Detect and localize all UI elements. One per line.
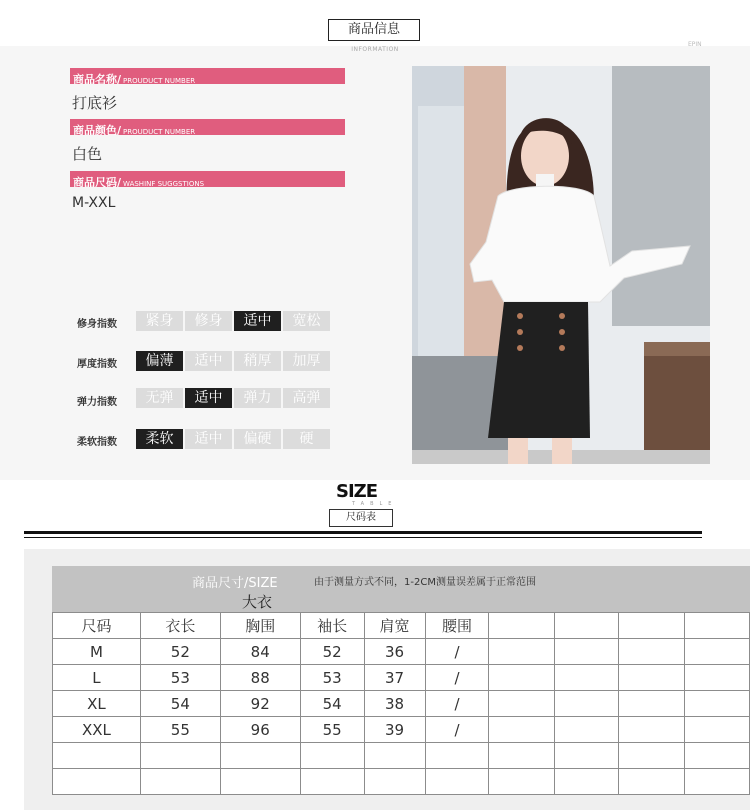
column-header: 尺码 <box>53 613 141 639</box>
fit-option: 修身 <box>185 311 232 331</box>
table-cell <box>685 717 750 743</box>
size-subheading: TABLE <box>352 501 398 507</box>
softness-option: 硬 <box>283 429 330 449</box>
table-cell <box>555 717 619 743</box>
table-cell <box>555 665 619 691</box>
table-cell: 54 <box>300 691 364 717</box>
garment-type: 大衣 <box>242 593 273 611</box>
softness-index-scale <box>136 429 330 449</box>
table-cell <box>619 613 685 639</box>
table-cell <box>685 743 750 769</box>
product-photo <box>412 66 710 464</box>
column-header: 胸围 <box>220 613 300 639</box>
elasticity-index-scale <box>136 388 330 408</box>
size-chart-label: 尺码表 <box>329 509 393 527</box>
elasticity-option: 高弹 <box>283 388 330 408</box>
table-cell <box>555 743 619 769</box>
name-label-zh: 商品名称/ <box>73 73 122 84</box>
divider-thin <box>24 537 702 538</box>
column-header: 肩宽 <box>364 613 425 639</box>
table-cell: 55 <box>140 717 220 743</box>
table-cell: / <box>425 639 489 665</box>
thickness-option: 适中 <box>185 351 232 371</box>
name-label-bar <box>70 68 345 84</box>
table-cell <box>489 613 555 639</box>
elasticity-option: 适中 <box>185 388 232 408</box>
product-color-value: 白色 <box>72 145 103 163</box>
table-cell <box>140 743 220 769</box>
table-cell <box>489 743 555 769</box>
table-cell: 53 <box>140 665 220 691</box>
column-header: 衣长 <box>140 613 220 639</box>
table-cell: 53 <box>300 665 364 691</box>
table-cell: 52 <box>140 639 220 665</box>
section-title: 商品信息 <box>328 19 420 41</box>
table-cell <box>220 743 300 769</box>
table-cell: 39 <box>364 717 425 743</box>
table-cell: L <box>53 665 141 691</box>
table-cell <box>555 639 619 665</box>
table-cell <box>619 639 685 665</box>
column-header: 腰围 <box>425 613 489 639</box>
table-header-row <box>53 613 750 639</box>
table-cell: 54 <box>140 691 220 717</box>
table-cell: 88 <box>220 665 300 691</box>
table-row <box>53 717 750 743</box>
table-cell: M <box>53 639 141 665</box>
elasticity-option: 无弹 <box>136 388 183 408</box>
table-cell: / <box>425 691 489 717</box>
size-label-en: WASHINF SUGGSTIONS <box>123 180 205 187</box>
size-table-title: 商品尺寸/SIZE <box>192 576 278 591</box>
table-cell: 55 <box>300 717 364 743</box>
elasticity-index-label: 弹力指数 <box>77 397 117 408</box>
table-cell <box>220 769 300 795</box>
thickness-option: 偏薄 <box>136 351 183 371</box>
table-cell: 96 <box>220 717 300 743</box>
divider-thick <box>24 531 702 534</box>
size-table <box>52 612 750 795</box>
table-cell: 92 <box>220 691 300 717</box>
table-row <box>53 665 750 691</box>
product-name-value: 打底衫 <box>72 94 118 112</box>
color-label-zh: 商品颜色/ <box>73 124 122 135</box>
fit-option: 宽松 <box>283 311 330 331</box>
thickness-option: 稍厚 <box>234 351 281 371</box>
table-row <box>53 691 750 717</box>
table-cell <box>619 743 685 769</box>
table-cell <box>489 639 555 665</box>
size-heading: SIZE <box>336 481 378 502</box>
table-cell <box>555 691 619 717</box>
table-cell <box>364 743 425 769</box>
table-cell <box>300 769 364 795</box>
table-cell <box>685 639 750 665</box>
section-subtitle: INFORMATION <box>351 46 399 53</box>
table-cell <box>685 769 750 795</box>
table-row-empty <box>53 769 750 795</box>
table-cell: XXL <box>53 717 141 743</box>
fit-option: 适中 <box>234 311 281 331</box>
table-cell <box>425 769 489 795</box>
table-cell: 36 <box>364 639 425 665</box>
thickness-index-label: 厚度指数 <box>77 359 117 370</box>
table-cell <box>555 613 619 639</box>
softness-option: 偏硬 <box>234 429 281 449</box>
softness-index-label: 柔软指数 <box>77 437 117 448</box>
column-header: 袖长 <box>300 613 364 639</box>
size-label-zh: 商品尺码/ <box>73 176 122 187</box>
table-cell <box>685 691 750 717</box>
table-cell <box>53 769 141 795</box>
table-cell: / <box>425 717 489 743</box>
table-cell <box>140 769 220 795</box>
table-cell: 84 <box>220 639 300 665</box>
table-cell <box>619 717 685 743</box>
table-cell <box>300 743 364 769</box>
thickness-index-scale <box>136 351 330 371</box>
table-cell <box>685 613 750 639</box>
table-cell <box>489 691 555 717</box>
color-label-bar <box>70 119 345 135</box>
name-label-en: PROUDUCT NUMBER <box>123 77 196 84</box>
table-cell <box>619 665 685 691</box>
corner-mark: EPIN <box>688 41 702 48</box>
table-cell: 52 <box>300 639 364 665</box>
softness-option: 柔软 <box>136 429 183 449</box>
table-cell <box>555 769 619 795</box>
table-cell: XL <box>53 691 141 717</box>
fit-index-scale <box>136 311 330 331</box>
table-cell <box>53 743 141 769</box>
table-cell <box>619 691 685 717</box>
elasticity-option: 弹力 <box>234 388 281 408</box>
table-cell: 37 <box>364 665 425 691</box>
table-cell <box>364 769 425 795</box>
thickness-option: 加厚 <box>283 351 330 371</box>
table-cell <box>425 743 489 769</box>
table-cell <box>685 665 750 691</box>
fit-index-label: 修身指数 <box>77 319 117 330</box>
softness-option: 适中 <box>185 429 232 449</box>
table-cell: / <box>425 665 489 691</box>
fit-option: 紧身 <box>136 311 183 331</box>
product-size-value: M-XXL <box>72 195 116 211</box>
table-cell <box>489 769 555 795</box>
table-cell: 38 <box>364 691 425 717</box>
table-row <box>53 639 750 665</box>
measurement-note: 由于测量方式不同，1-2CM测量误差属于正常范围 <box>314 577 536 588</box>
table-cell <box>619 769 685 795</box>
table-cell <box>489 665 555 691</box>
table-cell <box>489 717 555 743</box>
size-table-header <box>52 566 750 612</box>
table-row-empty <box>53 743 750 769</box>
color-label-en: PROUDUCT NUMBER <box>123 128 196 135</box>
size-label-bar <box>70 171 345 187</box>
